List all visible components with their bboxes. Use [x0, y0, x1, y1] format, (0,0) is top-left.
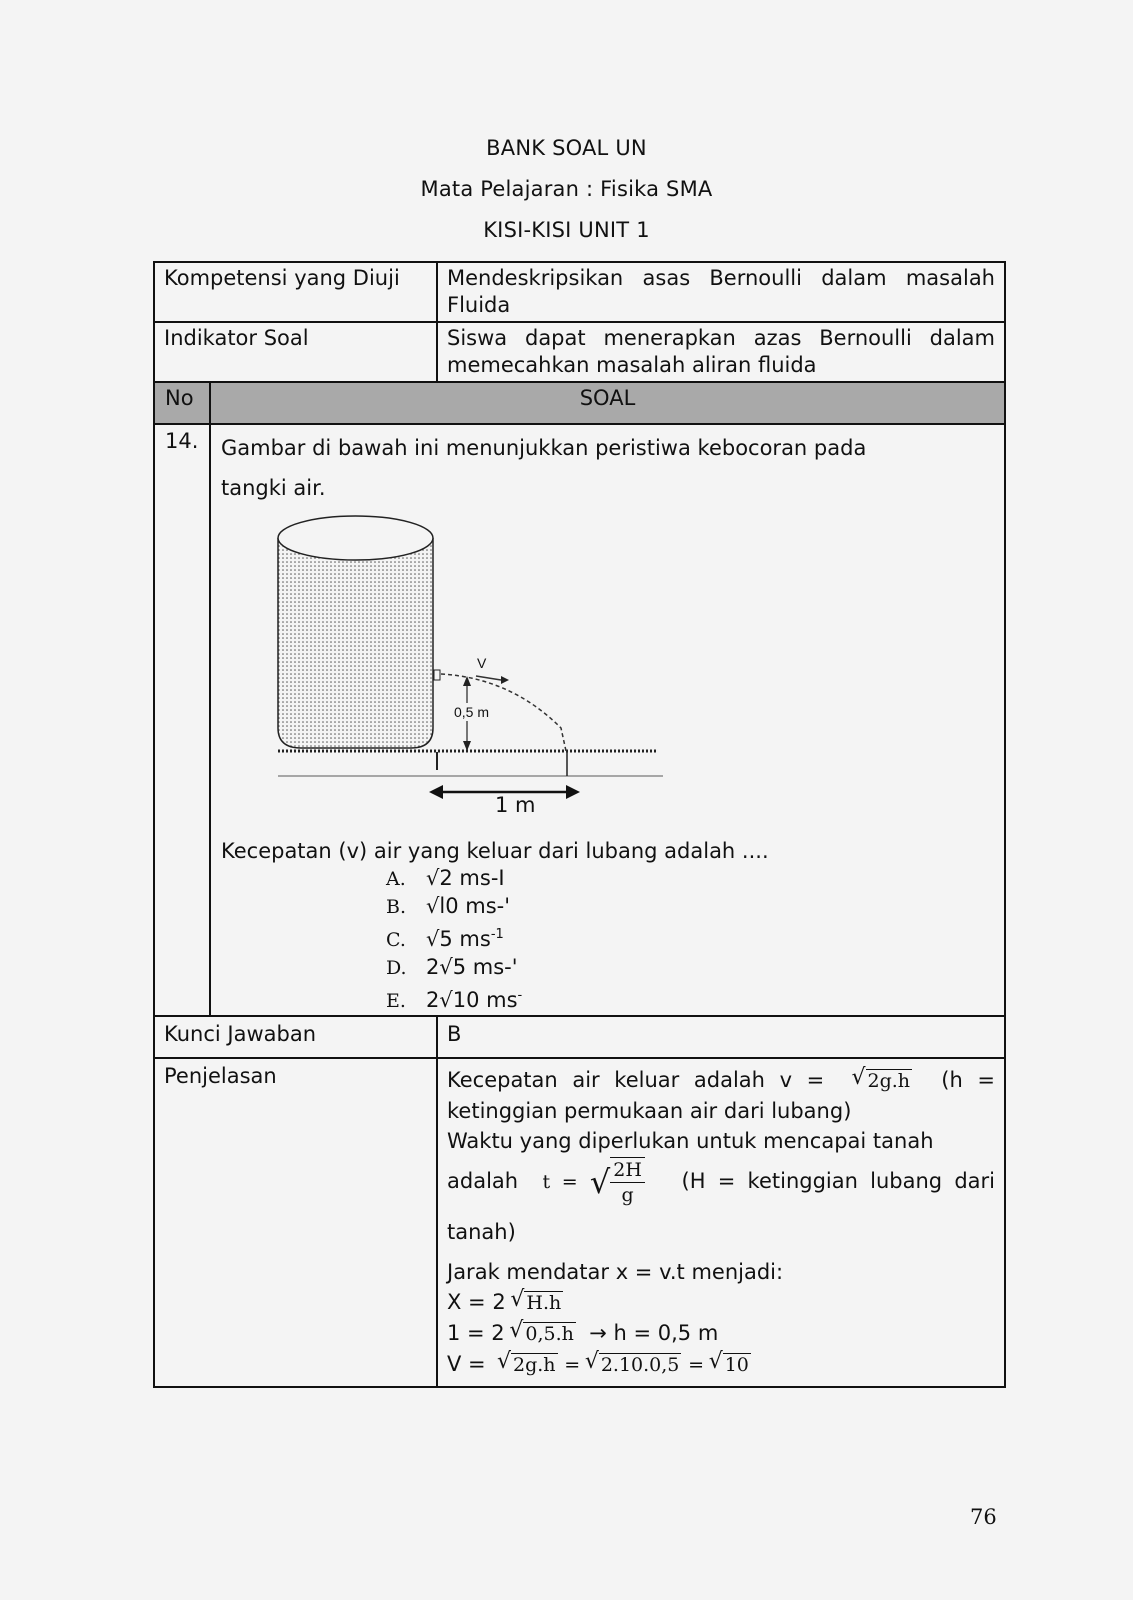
sqrt-2gh: √ 2g.h	[854, 1065, 913, 1096]
sqrt-icon: √	[589, 1163, 611, 1201]
indikator-label: Indikator Soal	[155, 323, 438, 381]
fraction-2h-over-g: $\frac{2H}{g}$	[610, 1157, 645, 1207]
explanation-line-2: Waktu yang diperlukan untuk mencapai tanah	[447, 1129, 934, 1153]
question-row	[155, 425, 1004, 1017]
document-title: BANK SOAL UN	[486, 136, 647, 160]
explanation-body	[438, 1059, 1004, 1386]
option-c[interactable]: C. √5 $ms^{-1}$	[386, 927, 504, 951]
explanation-line-5: X = 2 √ H.h	[447, 1287, 995, 1318]
subject-line: Mata Pelajaran : Fisika SMA	[420, 177, 713, 201]
explanation-line-3: adalah t = √ $\frac{2H}{g}$ (H = ketinggian lubang dari tanah)	[447, 1159, 995, 1244]
question-number: 14.	[155, 425, 211, 1015]
explanation-line-6: 1 = 2 √ 0,5.h → h = 0,5 m	[447, 1318, 995, 1349]
unit-line: KISI-KISI UNIT 1	[483, 218, 650, 242]
answer-key-label: Kunci Jawaban	[155, 1017, 438, 1057]
no-column-header: No	[155, 383, 211, 423]
question-body	[211, 425, 1004, 1015]
question-table	[153, 261, 1006, 1388]
page-number: 76	[970, 1505, 997, 1529]
column-header-row	[155, 383, 1004, 425]
answer-key-value: B	[447, 1022, 462, 1046]
indikator-row	[155, 323, 1004, 383]
explanation-line-1: Kecepatan air keluar adalah v = √ 2g.h (h = ketinggian permukaan air dari lubang)	[447, 1065, 995, 1126]
indikator-value: Siswa dapat menerapkan azas Bernoulli dalam memecahkan masalah aliran fluida	[447, 326, 995, 377]
distance-label: 1 m	[495, 793, 536, 817]
tank-figure	[221, 508, 994, 838]
explanation-row	[155, 1059, 1004, 1386]
option-b[interactable]: B. √l0 ms-'	[386, 894, 510, 918]
soal-column-header: SOAL	[579, 386, 636, 410]
kompetensi-label: Kompetensi yang Diuji	[155, 263, 438, 321]
question-intro: Gambar di bawah ini menunjukkan peristiwa kebocoran pada tangki air.	[221, 436, 867, 500]
height-label: 0,5 m	[454, 704, 490, 720]
answer-options	[221, 865, 994, 1015]
option-d[interactable]: D. 2√5 ms-'	[386, 955, 518, 979]
option-a[interactable]: A. √2 ms-I	[386, 866, 505, 890]
question-prompt: Kecepatan (v) air yang keluar dari lubang adalah ....	[221, 839, 769, 863]
option-e[interactable]: E. 2√10 ms-	[386, 988, 523, 1012]
explanation-label: Penjelasan	[155, 1059, 438, 1386]
kompetensi-value: Mendeskripsikan asas Bernoulli dalam masalah Fluida	[447, 266, 995, 317]
explanation-line-4: Jarak mendatar x = v.t menjadi:	[447, 1260, 784, 1284]
answer-key-row	[155, 1017, 1004, 1059]
velocity-label: V	[477, 655, 487, 671]
explanation-line-7: V = √ 2g.h = √ 2.10.0,5 = √ 10	[447, 1349, 995, 1380]
tank-leak-diagram	[261, 508, 681, 838]
kompetensi-row	[155, 263, 1004, 323]
